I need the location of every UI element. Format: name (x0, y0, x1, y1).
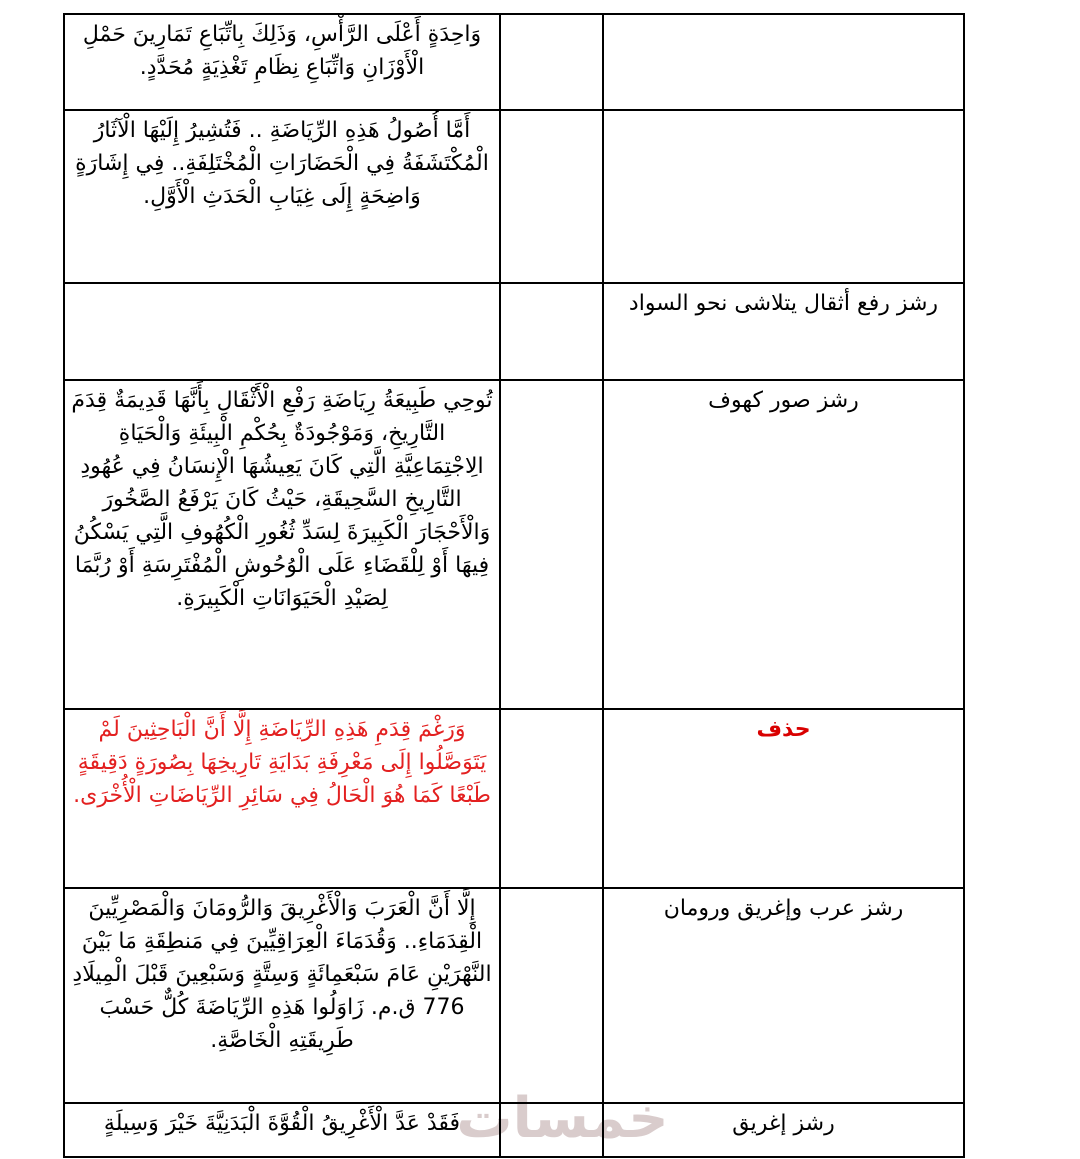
spacer-cell (500, 110, 603, 283)
script-cell-deleted: وَرَغْمَ قِدَمِ هَذِهِ الرِّيَاضَةِ إِلَّا أَنَّ الْبَاحِثِينَ لَمْ يَتَوَصَّلُوا إِلَى مَعْرِفَةِ بَدَايَةِ تَارِيخِهَا بِصُورَةٍ دَقِيقَةٍ طَبْعًا كَمَا هُوَ الْحَالُ فِي سَائِرِ الرِّيَاضَاتِ الْأُخْرَى. (64, 709, 500, 888)
script-cell: أَمَّا أُصُولُ هَذِهِ الرِّيَاضَةِ .. فَتُشِيرُ إِلَيْهَا الْآثَارُ الْمُكْتَشَفَةُ فِي الْحَضَارَاتِ الْمُخْتَلِفَةِ.. فِي إِشَارَةٍ وَاضِحَةٍ إِلَى غِيَابِ الْحَدَثِ الْأَوَّلِ. (64, 110, 500, 283)
table-row (64, 14, 964, 110)
spacer-cell (500, 1103, 603, 1157)
spacer-cell (500, 283, 603, 380)
script-cell: وَاحِدَةٍ أَعْلَى الرَّأْسِ، وَذَلِكَ بِاتِّبَاعِ تَمَارِينَ حَمْلِ الْأَوْزَانِ وَاتِّبَاعِ نِظَامِ تَغْذِيَةٍ مُحَدَّدٍ. (64, 14, 500, 110)
note-cell: رشز عرب وإغريق ورومان (603, 888, 964, 1103)
script-cell (64, 283, 500, 380)
khamsat-watermark: خمسات (456, 1086, 669, 1151)
table-row (64, 110, 964, 283)
spacer-cell (500, 709, 603, 888)
note-cell (603, 110, 964, 283)
note-cell: رشز إغريق (603, 1103, 964, 1157)
script-cell: فَقَدْ عَدَّ الْأَغْرِيقُ الْقُوَّةَ الْبَدَنِيَّةَ خَيْرَ وَسِيلَةٍ (64, 1103, 500, 1157)
script-cell: تُوحِي طَبِيعَةُ رِيَاضَةِ رَفْعِ الْأَثْقَالِ بِأَنَّهَا قَدِيمَةٌ قِدَمَ التَّارِيخِ، وَمَوْجُودَةٌ بِحُكْمِ الْبِيئَةِ وَالْحَيَاةِ الِاجْتِمَاعِيَّةِ الَّتِي كَانَ يَعِيشُهَا الْإِنسَانُ فِي عُهُودِ التَّارِيخِ السَّحِيقَةِ، حَيْثُ كَانَ يَرْفَعُ الصَّخُورَ وَالْأَحْجَارَ الْكَبِيرَةَ لِسَدِّ ثُغُورِ الْكُهُوفِ الَّتِي يَسْكُنُ فِيهَا أَوْ لِلْقَضَاءِ عَلَى الْوُحُوشِ الْمُفْتَرِسَةِ أَوْ رُبَّمَا لِصَيْدِ الْحَيَوَانَاتِ الْكَبِيرَةِ. (64, 380, 500, 709)
table-row (64, 283, 964, 380)
script-cell: إِلَّا أَنَّ الْعَرَبَ وَالْأَغْرِيقَ وَالرُّومَانَ وَالْمَصْرِيِّينَ الْقِدَمَاءِ.. وَقُدَمَاءَ الْعِرَاقِيِّينَ فِي مَنطِقَةِ مَا بَيْنَ النَّهْرَيْنِ عَامَ سَبْعَمِائَةٍ وَسِتَّةٍ وَسَبْعِينَ قَبْلَ الْمِيلَادِ 776 ق.م. زَاوَلُوا هَذِهِ الرِّيَاضَةَ كُلٌّ حَسْبَ طَرِيقَتِهِ الْخَاصَّةِ. (64, 888, 500, 1103)
spacer-cell (500, 888, 603, 1103)
spacer-cell (500, 380, 603, 709)
table-row (64, 1103, 964, 1157)
spacer-cell (500, 14, 603, 110)
script-table (63, 13, 965, 1158)
table-row (64, 888, 964, 1103)
note-cell (603, 14, 964, 110)
table-row (64, 380, 964, 709)
note-cell: رشز رفع أثقال يتلاشى نحو السواد (603, 283, 964, 380)
note-cell: رشز صور كهوف (603, 380, 964, 709)
table-row-deleted (64, 709, 964, 888)
note-cell-deleted: حذف (603, 709, 964, 888)
